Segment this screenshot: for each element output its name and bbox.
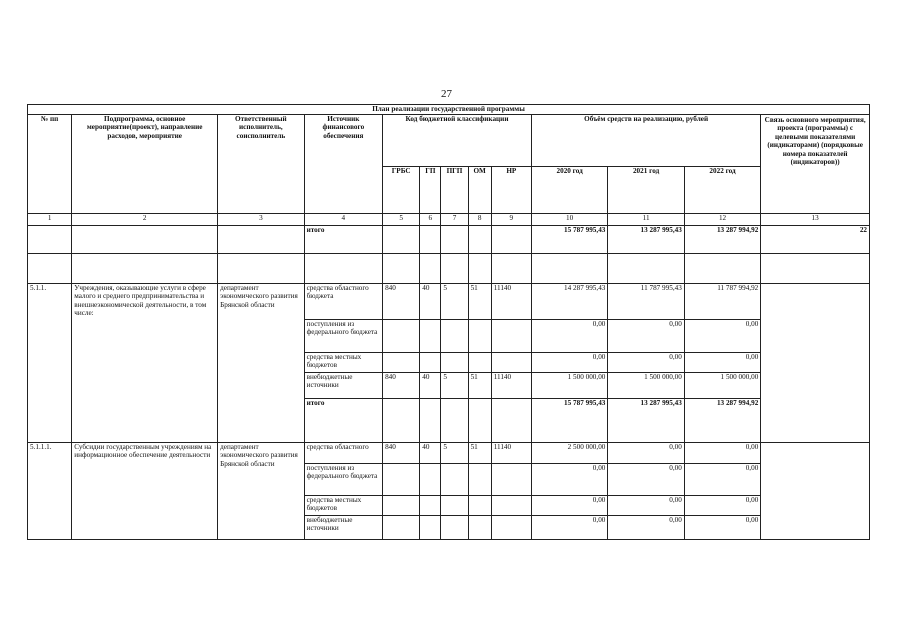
header-subprogram: Подпрограмма, основное мероприятие(проект), направление расходов, мероприятие <box>72 115 218 214</box>
row-pgp: 5 <box>441 373 468 399</box>
row-2022: 11 787 994,92 <box>684 284 760 320</box>
row-source: внебюджетные источники <box>304 516 382 540</box>
total-2020: 15 787 995,43 <box>531 399 607 443</box>
row-number: 5.1.1.1. <box>28 443 72 540</box>
row-2022: 1 500 000,00 <box>684 373 760 399</box>
row-om: 51 <box>468 443 491 464</box>
header-np: НР <box>491 167 531 214</box>
row-name: Субсидии государственным учреждениям на информационное обеспечение деятельности <box>72 443 218 540</box>
col-number: 8 <box>468 214 491 226</box>
plan-table <box>27 104 870 540</box>
row-np: 11140 <box>491 373 531 399</box>
row-source: внебюджетные источники <box>304 373 382 399</box>
row-om: 51 <box>468 373 491 399</box>
row-2021: 11 787 995,43 <box>608 284 684 320</box>
header-link: Связь основного мероприятия, проекта (программы) с целевыми показателями (индикаторами) (порядковые номера показателей (индикаторов)) <box>761 115 870 214</box>
row-2022: 0,00 <box>684 443 760 464</box>
row-2021: 0,00 <box>608 353 684 373</box>
total-2022: 13 287 994,92 <box>684 226 760 254</box>
row-2020: 0,00 <box>531 516 607 540</box>
row-2021: 0,00 <box>608 496 684 516</box>
col-number: 7 <box>441 214 468 226</box>
header-volume: Объём средств на реализацию, рублей <box>531 115 760 167</box>
header-2022: 2022 год <box>684 167 760 214</box>
row-source: средства областного <box>304 443 382 464</box>
header-kbk: Код бюджетной классификации <box>383 115 532 167</box>
row-2020: 1 500 000,00 <box>531 373 607 399</box>
row-2021: 0,00 <box>608 464 684 496</box>
row-grbs: 840 <box>383 284 420 320</box>
row-number: 5.1.1. <box>28 284 72 443</box>
row-2020: 0,00 <box>531 464 607 496</box>
row-2020: 14 287 995,43 <box>531 284 607 320</box>
header-2020: 2020 год <box>531 167 607 214</box>
total-2021: 13 287 995,43 <box>608 226 684 254</box>
row-2020: 2 500 000,00 <box>531 443 607 464</box>
row-pgp: 5 <box>441 284 468 320</box>
table-row <box>28 443 870 464</box>
row-2020: 0,00 <box>531 320 607 353</box>
header-num: № пп <box>28 115 72 214</box>
col-number: 1 <box>28 214 72 226</box>
col-number: 4 <box>304 214 382 226</box>
header-grbs: ГРБС <box>383 167 420 214</box>
row-grbs: 840 <box>383 443 420 464</box>
total-label: итого <box>304 226 382 254</box>
total-label: итого <box>304 399 382 443</box>
row-source: средства местных бюджетов <box>304 496 382 516</box>
row-2021: 0,00 <box>608 320 684 353</box>
row-gp: 40 <box>420 443 441 464</box>
row-np: 11140 <box>491 443 531 464</box>
total-2022: 13 287 994,92 <box>684 399 760 443</box>
col-number: 13 <box>761 214 870 226</box>
column-numbers-row <box>28 214 870 226</box>
header-pgp: ПГП <box>441 167 468 214</box>
row-2021: 1 500 000,00 <box>608 373 684 399</box>
table-title: План реализации государственной программы <box>28 105 870 115</box>
row-2020: 0,00 <box>531 496 607 516</box>
row-2022: 0,00 <box>684 320 760 353</box>
header-om: ОМ <box>468 167 491 214</box>
row-source: средства областного бюджета <box>304 284 382 320</box>
row-2022: 0,00 <box>684 464 760 496</box>
row-2021: 0,00 <box>608 516 684 540</box>
col-number: 5 <box>383 214 420 226</box>
row-gp: 40 <box>420 373 441 399</box>
row-gp: 40 <box>420 284 441 320</box>
row-om: 51 <box>468 284 491 320</box>
row-2021: 0,00 <box>608 443 684 464</box>
row-np: 11140 <box>491 284 531 320</box>
total-2021: 13 287 995,43 <box>608 399 684 443</box>
row-name: Учреждения, оказывающие услуги в сфере малого и среднего предпринимательства и внешнеэкономической деятельности, в том числе: <box>72 284 218 443</box>
header-gp: ГП <box>420 167 441 214</box>
col-number: 2 <box>72 214 218 226</box>
header-2021: 2021 год <box>608 167 684 214</box>
row-2022: 0,00 <box>684 353 760 373</box>
col-number: 6 <box>420 214 441 226</box>
row-executor: департамент экономического развития Брянской области <box>218 284 305 443</box>
row-source: поступления из федерального бюджета <box>304 464 382 496</box>
col-number: 9 <box>491 214 531 226</box>
total-2020: 15 787 995,43 <box>531 226 607 254</box>
col-number: 12 <box>684 214 760 226</box>
row-grbs: 840 <box>383 373 420 399</box>
page-number: 27 <box>441 88 452 100</box>
total-link: 22 <box>761 226 870 254</box>
row-executor: департамент экономического развития Брянской области <box>218 443 305 540</box>
header-executor: Ответственный исполнитель, соисполнитель <box>218 115 305 214</box>
row-2020: 0,00 <box>531 353 607 373</box>
row-2022: 0,00 <box>684 516 760 540</box>
col-number: 10 <box>531 214 607 226</box>
row-source: средства местных бюджетов <box>304 353 382 373</box>
row-source: поступления из федерального бюджета <box>304 320 382 353</box>
header-source: Источник финансового обеспечения <box>304 115 382 214</box>
table-row <box>28 284 870 320</box>
row-pgp: 5 <box>441 443 468 464</box>
col-number: 11 <box>608 214 684 226</box>
col-number: 3 <box>218 214 305 226</box>
row-2022: 0,00 <box>684 496 760 516</box>
table-row <box>28 226 870 254</box>
